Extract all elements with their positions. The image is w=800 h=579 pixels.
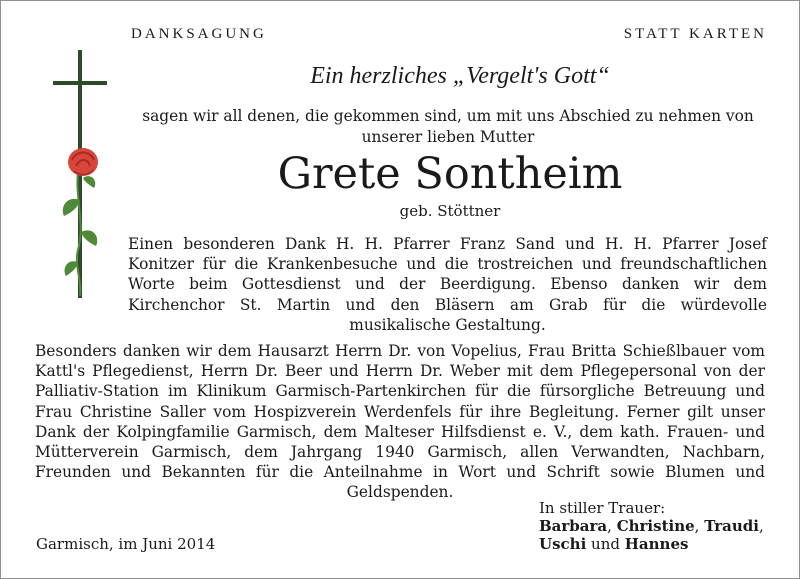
mourner-name: Barbara	[539, 517, 608, 535]
signature-names-line-2: Uschi und Hannes	[539, 535, 689, 553]
mourner-name: Christine	[616, 517, 695, 535]
place-and-date: Garmisch, im Juni 2014	[36, 535, 216, 553]
thanks-paragraph-care: Besonders danken wir dem Hausarzt Herrn Dr. von Vopelius, Frau Britta Schießlbauer vom Kattl's Pflegedienst, Herrn Dr. Beer und Herrn Dr. Weber mit dem Pflegepersonal von der Palliativ-Station im Klinikum Garmisch-Partenkirchen für die fürsorgliche Betreuung und Frau Christine Saller vom Hospizverein Werdenfels für ihre Begleitung. Ferner gilt unser Dank der Kolpingfamilie Garmisch, dem Malteser Hilfsdienst e. V., dem kath. Frauen- und Mütterverein Garmisch, dem Jahrgang 1940 Garmisch, allen Verwandten, Nachbarn, Freunden und Bekannten für die Anteilnahme in Wort und Schrift sowie Blumen und Geldspenden.	[35, 342, 765, 502]
deceased-name: Grete Sontheim	[277, 149, 623, 199]
mourner-name: Traudi	[704, 517, 759, 535]
signature-block	[539, 499, 764, 553]
signature-heading: In stiller Trauer:	[539, 499, 666, 517]
cross-with-rose-icon	[50, 50, 110, 300]
header-thanks: DANKSAGUNG	[131, 26, 267, 42]
intro-text: sagen wir all denen, die gekommen sind, um mit uns Abschied zu nehmen von unserer lieben Mutter	[142, 107, 754, 146]
header-instead-of-cards: STATT KARTEN	[623, 26, 767, 42]
maiden-name: geb. Stöttner	[399, 202, 501, 220]
gratitude-script-line: Ein herzliches „Vergelt's Gott“	[310, 63, 610, 89]
mourner-name: Uschi	[539, 535, 587, 553]
thanks-paragraph-clergy: Einen besonderen Dank H. H. Pfarrer Franz Sand und H. H. Pfarrer Josef Konitzer für die Krankenbesuche und die trostreichen und freundschaftlichen Worte beim Gottesdienst und der Beerdigung. Ebenso danken wir dem Kirchenchor St. Martin und den Bläsern am Grab für die würdevolle musikalische Gestaltung.	[128, 235, 767, 334]
signature-names-line-1: Barbara, Christine, Traudi,	[539, 517, 764, 535]
mourner-name: Hannes	[624, 535, 689, 553]
